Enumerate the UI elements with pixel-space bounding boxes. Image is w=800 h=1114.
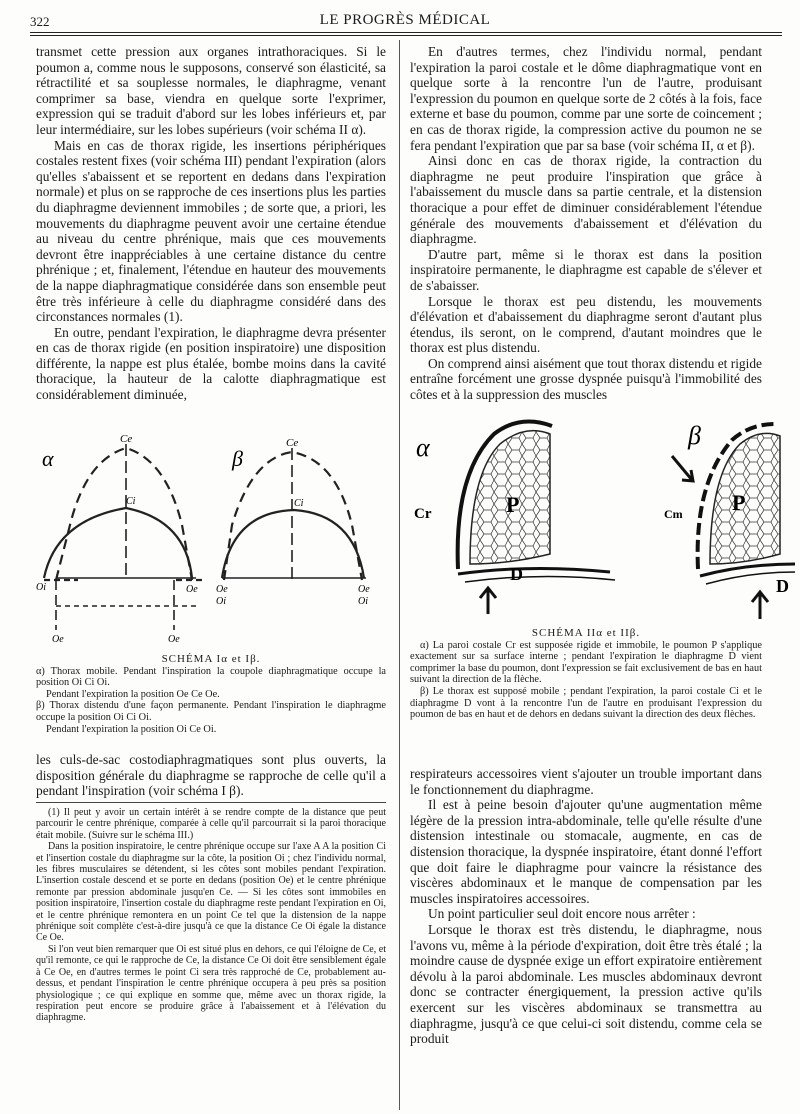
- footnote: Dans la position inspiratoire, le centre phrénique occupe sur l'axe A A la position Ci et l'insertion costale du diaphragme sur la côte, la position Oi ; chez l'individu normal, les fibres musculaires se détendent, si les côtes sont mobiles pendant l'expiration. L'insertion costale descend et se porte en dedans (position Oe) et le centre phrénique remonte par pression abdominale jusqu'en Ce. — Si les côtes sont immobiles en position inspiratoire, l'insertion costale du diaphragme reste pendant l'expiration en Oi, et le centre phrénique remontera en un point Ce tel que la distension de la nappe phrénique soit complète c'est-à-dire jusqu'à ce que la distance Ce Oi égale la distance Ce Oe.: [36, 841, 386, 944]
- label-alpha: α: [42, 446, 54, 471]
- label-alpha: α: [416, 433, 430, 462]
- schema-1-title: SCHÉMA Iα et Iβ.: [161, 653, 261, 665]
- label-oe: Oe: [186, 584, 198, 595]
- footnote-rule: [36, 802, 386, 803]
- paragraph: les culs-de-sac costodiaphragmatiques sont plus ouverts, la disposition générale du diaphragme se rapproche de celle qu'il a pendant l'inspiration (voir schéma I β).: [36, 752, 386, 799]
- label-oi: Oi: [36, 582, 46, 593]
- schema-1-figure: [36, 430, 386, 648]
- paragraph: Il est à peine besoin d'ajouter qu'une augmentation même légère de la pression intra-abdominale, telle qu'elle résulte d'une distension intestinale ou stomacale, augmente, en cas de distension thoracique, la dyspnée inspiratoire, étant donné l'effort que doit faire le diaphragme pour vaincre la résistance des viscères abdominaux et le manque de compensation par les muscles inspiratoires accessoires.: [410, 797, 762, 906]
- label-beta: β: [232, 446, 243, 471]
- caption-line: β) Thorax distendu d'une façon permanente. Pendant l'inspiration le diaphragme occupe la position Oi Ci Oi.: [36, 700, 386, 723]
- header-rule-thin: [30, 35, 782, 36]
- header-rule: [30, 32, 782, 33]
- label-oe: Oe: [168, 634, 180, 645]
- right-column-top: [410, 44, 762, 403]
- label-oi: Oi: [358, 596, 368, 607]
- label-d: D: [776, 576, 789, 596]
- label-oe: Oe: [358, 584, 370, 595]
- running-header: [30, 10, 780, 34]
- schema-2-title: SCHÉMA IIα et IIβ.: [531, 627, 641, 639]
- label-p: P: [732, 490, 746, 515]
- label-oe: Oe: [52, 634, 64, 645]
- paragraph: Lorsque le thorax est peu distendu, les mouvements d'élévation et d'abaissement du diaphragme seront d'autant plus étendus, ils seront, on le comprend, d'autant moindres que le thorax est plus distendu.: [410, 293, 762, 356]
- schema-2-figure: [410, 414, 795, 624]
- paragraph: Un point particulier seul doit encore nous arrêter :: [428, 906, 696, 922]
- label-beta: β: [688, 421, 701, 450]
- label-ci: Ci: [294, 498, 304, 509]
- paragraph: En outre, pendant l'expiration, le diaphragme devra présenter en cas de thorax rigide (en position inspiratoire) une disposition différente, la nappe est plus étalée, bombe moins dans la cavité thoracique, la hauteur de la calotte diaphragmatique est considérablement diminuée,: [36, 324, 386, 403]
- label-cm: Cm: [664, 507, 683, 521]
- label-ce: Ce: [286, 437, 299, 449]
- footnotes: [36, 807, 386, 1024]
- paragraph: transmet cette pression aux organes intrathoraciques. Si le poumon a, comme nous le supposons, conservé son élasticité, sa rétractilité et sa souplesse normales, le diaphragme, venant comprimer sa base, viendra en quelque sorte l'exprimer, expression qui se traduit d'abord sur les lobes inférieurs et, par leur intermédiaire, sur les lobes supérieurs (voir schéma II α).: [36, 44, 386, 137]
- caption-line: α) Thorax mobile. Pendant l'inspiration la coupole diaphragmatique occupe la position Oi Ci Oi.: [36, 665, 386, 689]
- left-column-top: [36, 44, 386, 403]
- label-p: P: [506, 492, 520, 517]
- page-number: 322: [30, 14, 50, 29]
- label-oi: Oi: [216, 596, 226, 607]
- label-d: D: [510, 564, 523, 584]
- paragraph: D'autre part, même si le thorax est dans la position inspiratoire permanente, le diaphragme est capable de s'élever et de s'abaisser.: [410, 246, 762, 293]
- label-cr: Cr: [414, 506, 432, 522]
- paragraph: En d'autres termes, chez l'individu normal, pendant l'expiration la paroi costale et le dôme diaphragmatique vont en quelque sorte à la rencontre l'un de l'autre, produisant l'expression du poumon en quelque sorte de 2 côtés à la fois, face externe et base du poumon, comme par une sorte de coincement ; en cas de thorax rigide, la compression active du poumon ne se fera pendant l'expiration que par sa base (voir schéma II, α et β).: [410, 44, 762, 153]
- label-oe: Oe: [216, 584, 228, 595]
- paragraph: Lorsque le thorax est très distendu, le diaphragme, nous l'avons vu, même à la période d'expiration, doit être très étalé ; la moindre cause de dyspnée exige un effort expiratoire entièrement dévolu à la paroi abdominale. Les muscles abdominaux devront donc se contracter énergiquement, la pression active qu'ils exercent sur les viscères abdominaux se transmettra au diaphragme, jusqu'à ce que celui-ci soit distendu, comme cela se produit: [410, 921, 762, 1047]
- paragraph: Ainsi donc en cas de thorax rigide, la contraction du diaphragme ne peut produire l'inspiration que grâce à l'abaissement du muscle dans sa partie centrale, et la distension thoracique a pour effet de diminuer considérablement l'étendue générale des mouvements d'abaissement et d'élévation du diaphragme.: [410, 153, 762, 247]
- journal-title: LE PROGRÈS MÉDICAL: [319, 12, 491, 28]
- caption-line: β) Le thorax est supposé mobile ; pendant l'expiration, la paroi costale Ci et le diaphragme D vont à la rencontre l'un de l'autre en produisant l'expression du poumon de bas en haut et de dehors en dedans suivant la direction des deux flèches.: [410, 685, 762, 721]
- footnote: Si l'on veut bien remarquer que Oi est situé plus en dehors, ce qui l'éloigne de Ce, et qu'il remonte, ce qui le rapproche de Ce, la distance Ce Oi doit être sensiblement égale à Ce Oe, en d'autres termes le point Ci sera très rapproché de Ce, probablement au-dessus, et pendant l'inspiration le centre phrénique occupera à peu près sa position physiologique ; ce qui explique en somme que, même avec un thorax rigide, la respiration peut encore se produire grâce à l'abaissement et à l'élévation du diaphragme.: [36, 943, 386, 1024]
- paragraph: On comprend ainsi aisément que tout thorax distendu et rigide entraîne forcément une grosse dyspnée puisqu'à l'immobilité des côtes et à la suppression des muscles: [410, 355, 762, 403]
- caption-line: α) La paroi costale Cr est supposée rigide et immobile, le poumon P s'applique exactement sur sa surface interne ; pendant l'expiration le diaphragme D vient comprimer la base du poumon, dont l'expression se fait exclusivement de bas en haut suivant la direction de la flèche.: [410, 639, 762, 686]
- column-divider: [399, 40, 400, 1110]
- caption-line: Pendant l'expiration la position Oi Ce Oi.: [46, 723, 217, 735]
- schema-1-caption: [36, 654, 386, 735]
- paragraph: respirateurs accessoires vient s'ajouter un trouble important dans le fonctionnement du diaphragme.: [410, 766, 762, 797]
- schema-2-caption: [410, 628, 762, 721]
- label-ce: Ce: [120, 433, 133, 445]
- label-ci: Ci: [126, 496, 136, 507]
- caption-line: Pendant l'expiration la position Oe Ce Oe.: [46, 688, 220, 700]
- left-column-continuation: [36, 752, 386, 799]
- footnote: (1) Il peut y avoir un certain intérêt à se rendre compte de la distance que peut parcourir le centre phrénique, comparée à celle qu'il parcourrait si la paroi thoracique était mobile. (Suivre sur le schéma III.): [36, 807, 386, 841]
- paragraph: Mais en cas de thorax rigide, les insertions périphériques costales restent fixes (voir schéma III) pendant l'expiration (alors qu'elles s'abaissent et se reportent en dedans dans l'expiration normale) et plus on se rapproche de ces insertions plus les parties du diaphragme deviennent immobiles ; de sorte que, a priori, les mouvements du diaphragme peuvent avoir une certaine étendue au niveau du centre phrénique, mais que ces mouvements devront être inappréciables à une certaine distance du centre phrénique ; et, finalement, l'étendue en hauteur des mouvements de la nappe diaphragmatique considérée dans son ensemble peut être très inférieure à celle du diaphragme considéré dans des circonstances normales (1).: [36, 137, 386, 325]
- right-column-bottom: [410, 766, 762, 1047]
